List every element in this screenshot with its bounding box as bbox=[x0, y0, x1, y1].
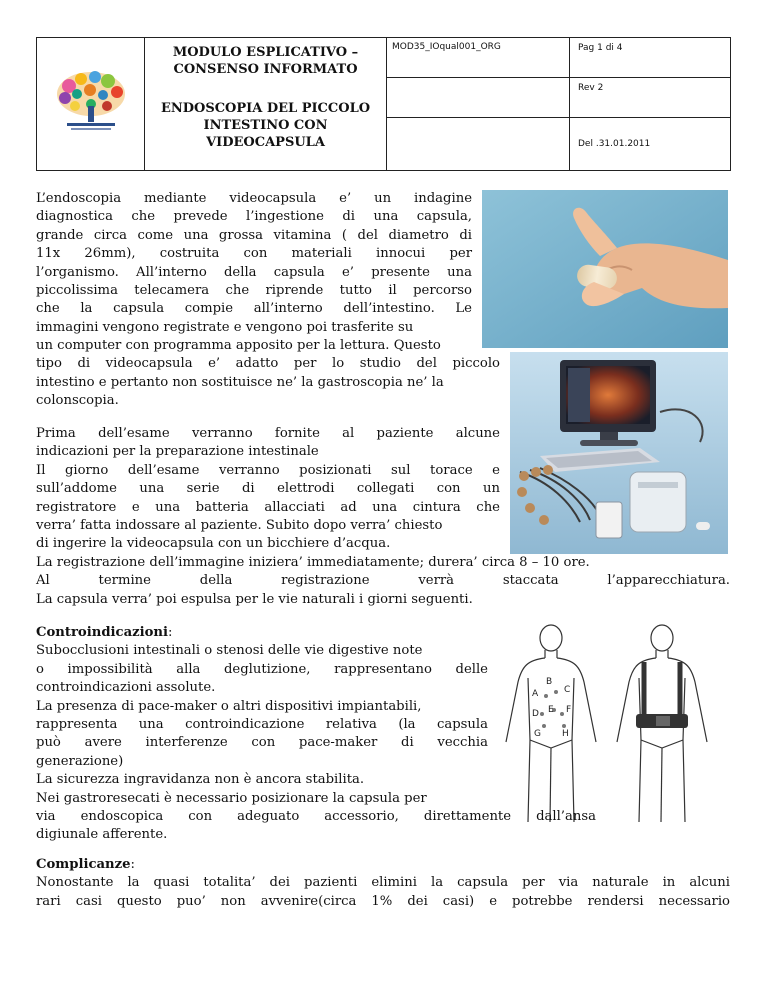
text-line: tipo di videocapsula e’ adatto per lo studio del piccolo bbox=[36, 356, 500, 372]
text-line: piccolissima telecamera che riprende tutto il percorso bbox=[36, 282, 472, 298]
text-line: generazione) bbox=[36, 753, 124, 769]
page-cell bbox=[570, 38, 731, 78]
doc-title-line1: ENDOSCOPIA DEL PICCOLO bbox=[160, 101, 371, 116]
doc-type-line1: MODULO ESPLICATIVO – bbox=[172, 45, 359, 60]
text-line: La registrazione dell’immagine iniziera’ immediatamente; durera’ circa 8 – 10 ore. bbox=[36, 555, 590, 570]
intro-paragraph-cont bbox=[36, 337, 500, 411]
text-line: via endoscopica con adeguato accessorio, direttamente dall’ansa bbox=[36, 809, 596, 824]
text-line: di ingerire la videocapsula con un bicchiere d’acqua. bbox=[36, 536, 391, 552]
page-number: Pag 1 di 4 bbox=[578, 43, 623, 53]
text-line: La capsula verra’ poi espulsa per le vie naturali i giorni seguenti. bbox=[36, 591, 473, 607]
revision-date: Del .31.01.2011 bbox=[578, 139, 651, 149]
revision-cell bbox=[570, 78, 731, 118]
logo-tree-icon bbox=[45, 68, 137, 136]
text-line: sull’addome una serie di elettrodi collegati con un bbox=[36, 481, 500, 497]
text-line: grande circa come una grossa vitamina ( del diametro di bbox=[36, 227, 472, 243]
label-h: H bbox=[562, 729, 569, 739]
equipment-photo bbox=[510, 352, 728, 554]
text-line: Subocclusioni intestinali o stenosi delle vie digestive note bbox=[36, 643, 423, 659]
text-line: Il giorno dell’esame verranno posizionati sul torace e bbox=[36, 462, 500, 478]
text-line: o impossibilità alla deglutizione, rappresentano delle bbox=[36, 661, 488, 677]
text-line: rari casi questo puo’ non avvenire(circa 1% dei casi) e potrebbe rendersi necessario bbox=[36, 893, 730, 909]
doc-title-line3: VIDEOCAPSULA bbox=[206, 135, 325, 150]
text-line: rappresenta una controindicazione relativa (la capsula bbox=[36, 716, 488, 732]
text-line: L’endoscopia mediante videocapsula e’ un indagine bbox=[36, 191, 472, 206]
text-line: l’organismo. All’interno della capsula e’ presente una bbox=[36, 264, 472, 280]
text-line: colonscopia. bbox=[36, 393, 119, 409]
title-cell bbox=[145, 38, 387, 171]
text-line: Prima dell’esame verranno fornite al paziente alcune bbox=[36, 426, 500, 441]
text-line: La sicurezza ingravidanza non è ancora stabilita. bbox=[36, 772, 365, 788]
text-line: immagini vengono registrate e vengono poi trasferite su bbox=[36, 319, 414, 335]
doc-title-line2: INTESTINO CON bbox=[203, 118, 328, 133]
doc-code: MOD35_IOqual001_ORG bbox=[392, 42, 501, 52]
text-line: verra’ fatta indossare al paziente. Subito dopo verra’ chiesto bbox=[36, 517, 443, 533]
label-g: G bbox=[534, 729, 541, 739]
complications-heading-line bbox=[36, 856, 730, 874]
text-line: diagnostica che prevede l’ingestione di una capsula, bbox=[36, 209, 472, 225]
heading-colon: : bbox=[130, 857, 135, 872]
capsule-hand-photo bbox=[482, 190, 728, 348]
contraindications-section bbox=[36, 624, 488, 808]
empty-cell bbox=[387, 118, 570, 171]
intro-paragraph bbox=[36, 190, 472, 337]
contraindications-section-cont bbox=[36, 808, 596, 845]
text-line: controindicazioni assolute. bbox=[36, 680, 216, 696]
logo-cell bbox=[37, 38, 145, 171]
label-c: C bbox=[564, 685, 571, 695]
doc-type-line2: CONSENSO INFORMATO bbox=[173, 62, 358, 77]
text-line: un computer con programma apposito per la lettura. Questo bbox=[36, 338, 441, 353]
label-f: F bbox=[566, 705, 572, 715]
text-line: può avere interferenze con pace-maker di vecchia bbox=[36, 735, 488, 751]
heading-colon: : bbox=[168, 625, 173, 640]
label-a: A bbox=[532, 689, 539, 699]
text-line: Nonostante la quasi totalita’ dei pazienti elimini la capsula per via naturale in alcuni bbox=[36, 875, 730, 891]
text-line: indicazioni per la preparazione intestinale bbox=[36, 444, 319, 460]
text-line: intestino e pertanto non sostituisce ne’ la gastroscopia ne’ la bbox=[36, 374, 444, 390]
text-line: Al termine della registrazione verrà staccata l’apparecchiatura. bbox=[36, 573, 730, 589]
complications-section bbox=[36, 856, 730, 911]
contraindications-heading-line bbox=[36, 624, 488, 642]
text-line: digiunale afferente. bbox=[36, 827, 168, 843]
text-line: che la capsula compie all’interno dell’intestino. Le bbox=[36, 301, 472, 317]
date-cell bbox=[570, 118, 731, 171]
preparation-paragraph bbox=[36, 425, 500, 554]
label-e: E bbox=[548, 705, 554, 715]
doc-code-cell bbox=[387, 38, 570, 78]
electrode-placement-figure bbox=[498, 622, 720, 830]
text-line: 11x 26mm), costruita con materiali innocui per bbox=[36, 246, 472, 262]
preparation-paragraph-cont bbox=[36, 554, 730, 609]
text-line: registratore e una batteria allacciati ad una cintura che bbox=[36, 499, 500, 515]
label-b: B bbox=[546, 677, 553, 687]
contraindications-heading: Controindicazioni bbox=[36, 625, 169, 640]
text-line: La presenza di pace-maker o altri dispositivi impiantabili, bbox=[36, 698, 422, 714]
revision: Rev 2 bbox=[578, 83, 604, 93]
document-header-table bbox=[36, 37, 731, 171]
empty-cell bbox=[387, 78, 570, 118]
text-line: Nei gastroresecati è necessario posizionare la capsula per bbox=[36, 790, 427, 806]
complications-heading: Complicanze bbox=[36, 857, 131, 872]
label-d: D bbox=[532, 709, 539, 719]
